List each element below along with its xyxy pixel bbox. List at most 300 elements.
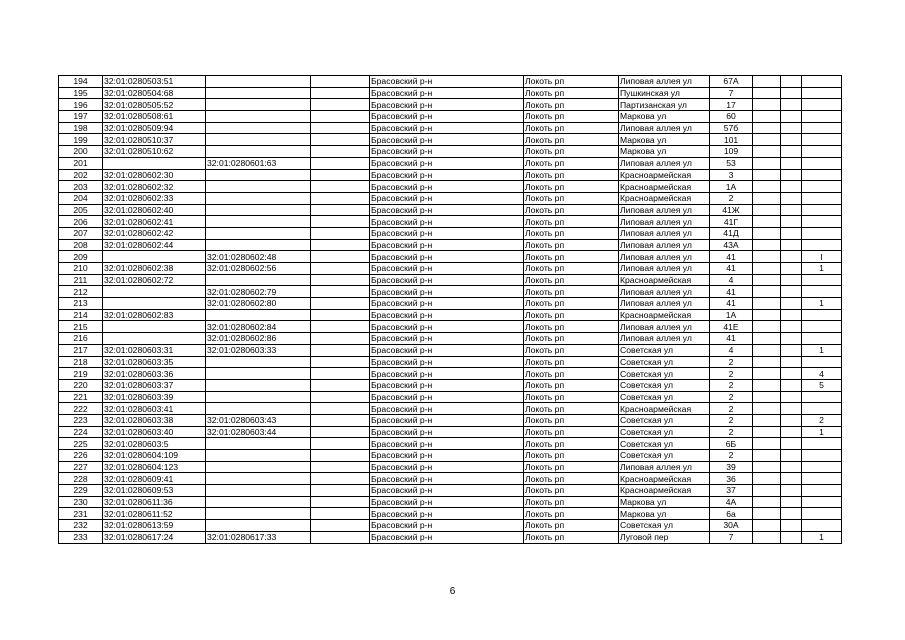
related-cadastral-number-cell — [206, 76, 311, 88]
locality-cell: Локоть рп — [524, 321, 619, 333]
house-number-cell: 109 — [710, 146, 753, 158]
cadastral-number-cell: 32:01:0280603:39 — [103, 391, 206, 403]
empty-cell — [753, 333, 781, 345]
cadastral-number-cell: 32:01:0280509:94 — [103, 122, 206, 134]
row-number-cell: 199 — [59, 134, 103, 146]
house-number-cell: 39 — [710, 461, 753, 473]
registry-table-body — [59, 76, 842, 544]
count-cell — [802, 204, 842, 216]
related-cadastral-number-cell — [206, 508, 311, 520]
cadastral-number-cell — [103, 333, 206, 345]
count-cell: 5 — [802, 379, 842, 391]
empty-cell — [311, 286, 370, 298]
district-cell: Брасовский р-н — [370, 496, 524, 508]
empty-cell — [753, 298, 781, 310]
locality-cell: Локоть рп — [524, 485, 619, 497]
district-cell: Брасовский р-н — [370, 379, 524, 391]
empty-cell — [781, 122, 802, 134]
empty-cell — [311, 146, 370, 158]
count-cell — [802, 286, 842, 298]
street-cell: Советская ул — [619, 368, 710, 380]
cadastral-number-cell: 32:01:0280602:42 — [103, 227, 206, 239]
related-cadastral-number-cell: 32:01:0280602:48 — [206, 251, 311, 263]
locality-cell: Локоть рп — [524, 379, 619, 391]
empty-cell — [311, 461, 370, 473]
locality-cell: Локоть рп — [524, 391, 619, 403]
related-cadastral-number-cell — [206, 87, 311, 99]
street-cell: Маркова ул — [619, 496, 710, 508]
locality-cell: Локоть рп — [524, 263, 619, 275]
cadastral-number-cell: 32:01:0280503:51 — [103, 76, 206, 88]
table-row — [59, 321, 842, 333]
locality-cell: Локоть рп — [524, 496, 619, 508]
row-number-cell: 227 — [59, 461, 103, 473]
street-cell: Маркова ул — [619, 134, 710, 146]
street-cell: Красноармейская — [619, 192, 710, 204]
street-cell: Липовая аллея ул — [619, 286, 710, 298]
empty-cell — [781, 379, 802, 391]
empty-cell — [781, 391, 802, 403]
empty-cell — [753, 368, 781, 380]
empty-cell — [753, 286, 781, 298]
related-cadastral-number-cell — [206, 450, 311, 462]
related-cadastral-number-cell — [206, 169, 311, 181]
table-row — [59, 426, 842, 438]
house-number-cell: 41 — [710, 333, 753, 345]
empty-cell — [311, 508, 370, 520]
empty-cell — [753, 157, 781, 169]
cadastral-number-cell: 32:01:0280611:36 — [103, 496, 206, 508]
empty-cell — [753, 122, 781, 134]
district-cell: Брасовский р-н — [370, 461, 524, 473]
locality-cell: Локоть рп — [524, 134, 619, 146]
count-cell — [802, 192, 842, 204]
related-cadastral-number-cell: 32:01:0280603:43 — [206, 414, 311, 426]
related-cadastral-number-cell — [206, 379, 311, 391]
empty-cell — [753, 169, 781, 181]
table-row — [59, 263, 842, 275]
empty-cell — [781, 286, 802, 298]
empty-cell — [781, 251, 802, 263]
empty-cell — [753, 76, 781, 88]
row-number-cell: 195 — [59, 87, 103, 99]
table-row — [59, 181, 842, 193]
row-number-cell: 225 — [59, 438, 103, 450]
row-number-cell: 221 — [59, 391, 103, 403]
district-cell: Брасовский р-н — [370, 321, 524, 333]
count-cell — [802, 496, 842, 508]
empty-cell — [781, 344, 802, 356]
empty-cell — [311, 485, 370, 497]
locality-cell: Локоть рп — [524, 192, 619, 204]
row-number-cell: 215 — [59, 321, 103, 333]
count-cell — [802, 157, 842, 169]
related-cadastral-number-cell — [206, 368, 311, 380]
house-number-cell: 2 — [710, 379, 753, 391]
related-cadastral-number-cell — [206, 192, 311, 204]
count-cell — [802, 485, 842, 497]
street-cell: Липовая аллея ул — [619, 251, 710, 263]
empty-cell — [311, 111, 370, 123]
table-row — [59, 356, 842, 368]
count-cell: 2 — [802, 414, 842, 426]
house-number-cell: 57б — [710, 122, 753, 134]
table-row — [59, 450, 842, 462]
related-cadastral-number-cell: 32:01:0280602:80 — [206, 298, 311, 310]
district-cell: Брасовский р-н — [370, 473, 524, 485]
locality-cell: Локоть рп — [524, 216, 619, 228]
cadastral-number-cell: 32:01:0280602:33 — [103, 192, 206, 204]
empty-cell — [311, 122, 370, 134]
locality-cell: Локоть рп — [524, 146, 619, 158]
district-cell: Брасовский р-н — [370, 531, 524, 543]
cadastral-number-cell: 32:01:0280602:38 — [103, 263, 206, 275]
row-number-cell: 213 — [59, 298, 103, 310]
row-number-cell: 205 — [59, 204, 103, 216]
house-number-cell: 41Е — [710, 321, 753, 333]
locality-cell: Локоть рп — [524, 438, 619, 450]
related-cadastral-number-cell — [206, 216, 311, 228]
district-cell: Брасовский р-н — [370, 298, 524, 310]
district-cell: Брасовский р-н — [370, 181, 524, 193]
district-cell: Брасовский р-н — [370, 87, 524, 99]
district-cell: Брасовский р-н — [370, 508, 524, 520]
count-cell — [802, 438, 842, 450]
row-number-cell: 194 — [59, 76, 103, 88]
empty-cell — [753, 227, 781, 239]
related-cadastral-number-cell — [206, 146, 311, 158]
cadastral-number-cell: 32:01:0280617:24 — [103, 531, 206, 543]
house-number-cell: 4 — [710, 344, 753, 356]
house-number-cell: 53 — [710, 157, 753, 169]
locality-cell: Локоть рп — [524, 274, 619, 286]
empty-cell — [753, 508, 781, 520]
district-cell: Брасовский р-н — [370, 403, 524, 415]
house-number-cell: 41 — [710, 298, 753, 310]
district-cell: Брасовский р-н — [370, 356, 524, 368]
locality-cell: Локоть рп — [524, 227, 619, 239]
count-cell — [802, 356, 842, 368]
row-number-cell: 202 — [59, 169, 103, 181]
empty-cell — [311, 344, 370, 356]
related-cadastral-number-cell — [206, 473, 311, 485]
house-number-cell: 60 — [710, 111, 753, 123]
table-row — [59, 531, 842, 543]
count-cell — [802, 520, 842, 532]
locality-cell: Локоть рп — [524, 111, 619, 123]
table-row — [59, 379, 842, 391]
street-cell: Советская ул — [619, 391, 710, 403]
empty-cell — [311, 76, 370, 88]
street-cell: Советская ул — [619, 344, 710, 356]
table-row — [59, 508, 842, 520]
count-cell — [802, 333, 842, 345]
house-number-cell: 30А — [710, 520, 753, 532]
empty-cell — [753, 239, 781, 251]
row-number-cell: 210 — [59, 263, 103, 275]
empty-cell — [781, 111, 802, 123]
empty-cell — [781, 181, 802, 193]
empty-cell — [311, 263, 370, 275]
street-cell: Красноармейская — [619, 485, 710, 497]
locality-cell: Локоть рп — [524, 122, 619, 134]
empty-cell — [311, 204, 370, 216]
related-cadastral-number-cell: 32:01:0280602:84 — [206, 321, 311, 333]
empty-cell — [311, 438, 370, 450]
district-cell: Брасовский р-н — [370, 309, 524, 321]
empty-cell — [753, 251, 781, 263]
related-cadastral-number-cell: 32:01:0280601:63 — [206, 157, 311, 169]
cadastral-number-cell: 32:01:0280505:52 — [103, 99, 206, 111]
empty-cell — [311, 239, 370, 251]
house-number-cell: 7 — [710, 531, 753, 543]
empty-cell — [781, 157, 802, 169]
related-cadastral-number-cell — [206, 122, 311, 134]
count-cell: 1 — [802, 344, 842, 356]
locality-cell: Локоть рп — [524, 99, 619, 111]
related-cadastral-number-cell — [206, 239, 311, 251]
table-row — [59, 414, 842, 426]
district-cell: Брасовский р-н — [370, 169, 524, 181]
empty-cell — [781, 239, 802, 251]
cadastral-number-cell: 32:01:0280603:5 — [103, 438, 206, 450]
cadastral-number-cell: 32:01:0280603:35 — [103, 356, 206, 368]
table-row — [59, 403, 842, 415]
house-number-cell: 37 — [710, 485, 753, 497]
count-cell — [802, 473, 842, 485]
district-cell: Брасовский р-н — [370, 485, 524, 497]
empty-cell — [781, 496, 802, 508]
count-cell — [802, 169, 842, 181]
row-number-cell: 209 — [59, 251, 103, 263]
count-cell: 1 — [802, 426, 842, 438]
cadastral-number-cell: 32:01:0280603:37 — [103, 379, 206, 391]
table-row — [59, 157, 842, 169]
street-cell: Советская ул — [619, 438, 710, 450]
table-row — [59, 485, 842, 497]
house-number-cell: 101 — [710, 134, 753, 146]
table-row — [59, 111, 842, 123]
related-cadastral-number-cell — [206, 403, 311, 415]
related-cadastral-number-cell — [206, 485, 311, 497]
empty-cell — [781, 461, 802, 473]
empty-cell — [753, 309, 781, 321]
street-cell: Красноармейская — [619, 473, 710, 485]
count-cell — [802, 99, 842, 111]
related-cadastral-number-cell — [206, 134, 311, 146]
house-number-cell: 7 — [710, 87, 753, 99]
table-row — [59, 99, 842, 111]
empty-cell — [311, 321, 370, 333]
related-cadastral-number-cell: 32:01:0280602:79 — [206, 286, 311, 298]
empty-cell — [781, 531, 802, 543]
empty-cell — [311, 157, 370, 169]
district-cell: Брасовский р-н — [370, 274, 524, 286]
table-row — [59, 461, 842, 473]
row-number-cell: 231 — [59, 508, 103, 520]
empty-cell — [311, 496, 370, 508]
street-cell: Красноармейская — [619, 309, 710, 321]
empty-cell — [311, 414, 370, 426]
house-number-cell: 43А — [710, 239, 753, 251]
street-cell: Липовая аллея ул — [619, 216, 710, 228]
street-cell: Маркова ул — [619, 508, 710, 520]
related-cadastral-number-cell: 32:01:0280603:44 — [206, 426, 311, 438]
related-cadastral-number-cell — [206, 356, 311, 368]
house-number-cell: 2 — [710, 192, 753, 204]
row-number-cell: 217 — [59, 344, 103, 356]
empty-cell — [311, 216, 370, 228]
district-cell: Брасовский р-н — [370, 146, 524, 158]
count-cell — [802, 321, 842, 333]
related-cadastral-number-cell — [206, 274, 311, 286]
street-cell: Липовая аллея ул — [619, 239, 710, 251]
street-cell: Липовая аллея ул — [619, 204, 710, 216]
row-number-cell: 219 — [59, 368, 103, 380]
table-row — [59, 216, 842, 228]
street-cell: Пушкинская ул — [619, 87, 710, 99]
count-cell: I — [802, 251, 842, 263]
locality-cell: Локоть рп — [524, 333, 619, 345]
count-cell — [802, 134, 842, 146]
table-row — [59, 169, 842, 181]
empty-cell — [311, 450, 370, 462]
count-cell — [802, 239, 842, 251]
row-number-cell: 224 — [59, 426, 103, 438]
row-number-cell: 201 — [59, 157, 103, 169]
row-number-cell: 232 — [59, 520, 103, 532]
house-number-cell: 1А — [710, 309, 753, 321]
empty-cell — [781, 146, 802, 158]
related-cadastral-number-cell — [206, 204, 311, 216]
house-number-cell: 2 — [710, 368, 753, 380]
row-number-cell: 228 — [59, 473, 103, 485]
locality-cell: Локоть рп — [524, 169, 619, 181]
house-number-cell: 4 — [710, 274, 753, 286]
table-row — [59, 391, 842, 403]
table-row — [59, 344, 842, 356]
street-cell: Липовая аллея ул — [619, 227, 710, 239]
locality-cell: Локоть рп — [524, 403, 619, 415]
house-number-cell: 4А — [710, 496, 753, 508]
table-row — [59, 286, 842, 298]
related-cadastral-number-cell — [206, 111, 311, 123]
cadastral-number-cell: 32:01:0280602:41 — [103, 216, 206, 228]
district-cell: Брасовский р-н — [370, 122, 524, 134]
street-cell: Маркова ул — [619, 146, 710, 158]
related-cadastral-number-cell: 32:01:0280617:33 — [206, 531, 311, 543]
locality-cell: Локоть рп — [524, 87, 619, 99]
house-number-cell: 36 — [710, 473, 753, 485]
count-cell — [802, 122, 842, 134]
empty-cell — [753, 274, 781, 286]
table-row — [59, 87, 842, 99]
district-cell: Брасовский р-н — [370, 344, 524, 356]
cadastral-number-cell — [103, 298, 206, 310]
count-cell — [802, 76, 842, 88]
empty-cell — [781, 485, 802, 497]
street-cell: Советская ул — [619, 356, 710, 368]
house-number-cell: 2 — [710, 356, 753, 368]
street-cell: Партизанская ул — [619, 99, 710, 111]
row-number-cell: 197 — [59, 111, 103, 123]
row-number-cell: 216 — [59, 333, 103, 345]
empty-cell — [781, 216, 802, 228]
street-cell: Липовая аллея ул — [619, 321, 710, 333]
empty-cell — [753, 379, 781, 391]
district-cell: Брасовский р-н — [370, 99, 524, 111]
count-cell — [802, 461, 842, 473]
empty-cell — [753, 426, 781, 438]
empty-cell — [311, 473, 370, 485]
empty-cell — [753, 216, 781, 228]
district-cell: Брасовский р-н — [370, 263, 524, 275]
house-number-cell: 17 — [710, 99, 753, 111]
row-number-cell: 207 — [59, 227, 103, 239]
cadastral-number-cell: 32:01:0280603:31 — [103, 344, 206, 356]
row-number-cell: 208 — [59, 239, 103, 251]
related-cadastral-number-cell: 32:01:0280602:86 — [206, 333, 311, 345]
locality-cell: Локоть рп — [524, 309, 619, 321]
street-cell: Красноармейская — [619, 181, 710, 193]
row-number-cell: 229 — [59, 485, 103, 497]
district-cell: Брасовский р-н — [370, 414, 524, 426]
district-cell: Брасовский р-н — [370, 391, 524, 403]
empty-cell — [753, 344, 781, 356]
row-number-cell: 218 — [59, 356, 103, 368]
related-cadastral-number-cell — [206, 309, 311, 321]
table-row — [59, 333, 842, 345]
empty-cell — [781, 87, 802, 99]
registry-table — [58, 75, 842, 544]
related-cadastral-number-cell — [206, 520, 311, 532]
empty-cell — [781, 473, 802, 485]
district-cell: Брасовский р-н — [370, 251, 524, 263]
house-number-cell: 2 — [710, 414, 753, 426]
house-number-cell: 2 — [710, 403, 753, 415]
cadastral-number-cell: 32:01:0280609:41 — [103, 473, 206, 485]
house-number-cell: 1А — [710, 181, 753, 193]
locality-cell: Локоть рп — [524, 76, 619, 88]
empty-cell — [753, 134, 781, 146]
page-number: 6 — [449, 586, 456, 597]
street-cell: Луговой пер — [619, 531, 710, 543]
cadastral-number-cell: 32:01:0280510:62 — [103, 146, 206, 158]
table-row — [59, 438, 842, 450]
locality-cell: Локоть рп — [524, 461, 619, 473]
table-row — [59, 309, 842, 321]
count-cell — [802, 227, 842, 239]
empty-cell — [753, 321, 781, 333]
empty-cell — [311, 274, 370, 286]
house-number-cell: 2 — [710, 391, 753, 403]
table-row — [59, 368, 842, 380]
locality-cell: Локоть рп — [524, 298, 619, 310]
empty-cell — [753, 111, 781, 123]
empty-cell — [781, 204, 802, 216]
count-cell — [802, 274, 842, 286]
table-row — [59, 227, 842, 239]
related-cadastral-number-cell — [206, 227, 311, 239]
related-cadastral-number-cell — [206, 181, 311, 193]
district-cell: Брасовский р-н — [370, 216, 524, 228]
empty-cell — [781, 263, 802, 275]
count-cell: 4 — [802, 368, 842, 380]
empty-cell — [781, 356, 802, 368]
count-cell: 1 — [802, 263, 842, 275]
district-cell: Брасовский р-н — [370, 438, 524, 450]
district-cell: Брасовский р-н — [370, 286, 524, 298]
